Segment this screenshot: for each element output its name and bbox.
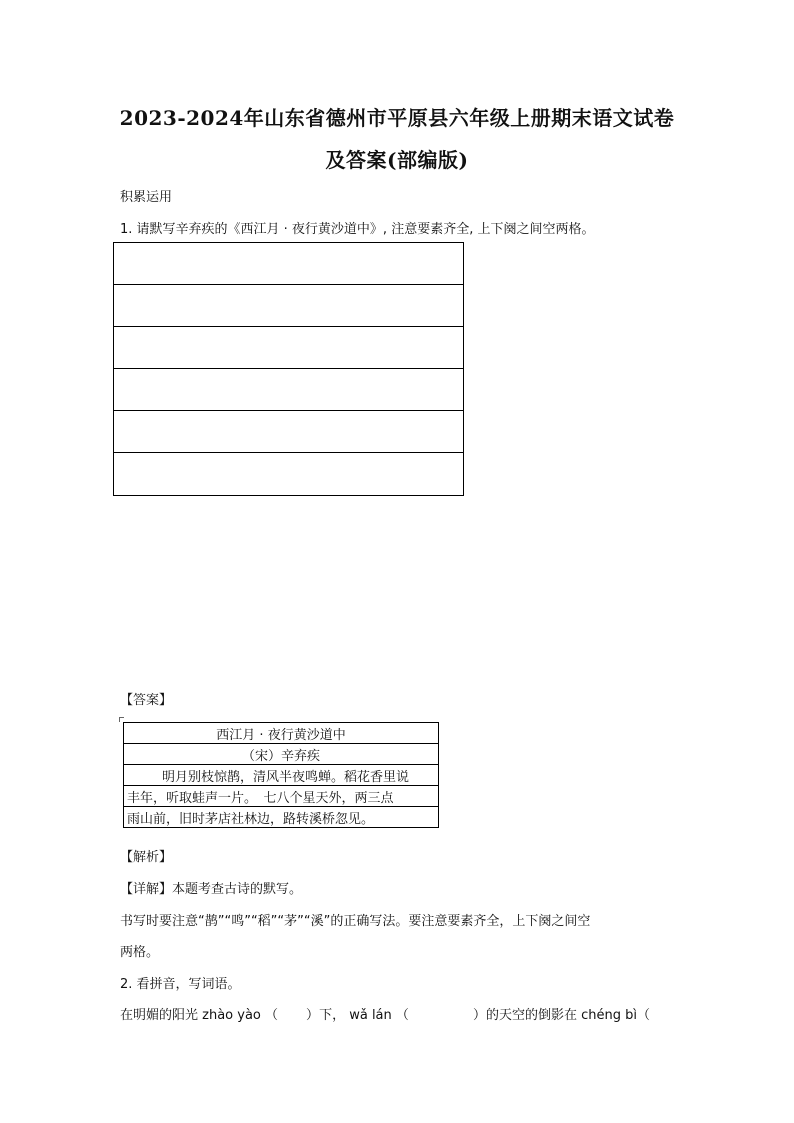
- open-paren: （: [395, 1008, 409, 1023]
- open-paren: （: [636, 1008, 650, 1023]
- grid-row: [114, 369, 463, 411]
- grid-row: [114, 243, 463, 285]
- open-paren: （: [265, 1008, 279, 1023]
- pinyin-2: wǎ lán: [349, 1008, 392, 1023]
- pinyin-3: chéng bì: [581, 1008, 637, 1023]
- answer-row: 雨山前，旧时茅店社林边，路转溪桥忽见。: [124, 807, 439, 828]
- note-line-2: 两格。: [120, 945, 160, 960]
- sentence-mid-1: 下，: [319, 1008, 346, 1023]
- answer-table: [123, 722, 439, 828]
- close-paren: ）: [472, 1008, 486, 1023]
- analysis-label: 【解析】: [120, 850, 173, 865]
- answer-row-author: （宋）辛弃疾: [124, 744, 439, 765]
- note-line-1: 书写时要注意“鹊”“鸣”“稻”“茅”“溪”的正确写法。要注意要素齐全，上下阕之间空: [120, 914, 591, 929]
- document-title-line1: 2023-2024年山东省德州市平原县六年级上册期末语文试卷: [119, 106, 675, 130]
- answer-row: 明月别枝惊鹊，清风半夜鸣蝉。稻花香里说: [124, 765, 439, 786]
- answer-label: 【答案】: [120, 693, 173, 708]
- sentence-mid-2: 的天空的倒影在: [485, 1008, 577, 1023]
- answer-grid: [113, 242, 464, 496]
- grid-row: [114, 411, 463, 453]
- sentence-prefix: 在明媚的阳光: [120, 1008, 199, 1023]
- question-2: 2. 看拼音，写词语。: [120, 977, 241, 992]
- detail-text: 【详解】本题考查古诗的默写。: [120, 882, 303, 897]
- close-paren: ）: [306, 1008, 320, 1023]
- grid-row: [114, 285, 463, 327]
- question-1: 1. 请默写辛弃疾的《西江月 · 夜行黄沙道中》, 注意要素齐全, 上下阕之间空两格。: [120, 222, 595, 237]
- answer-row: 丰年，听取蛙声一片。 七八个星天外，两三点: [124, 786, 439, 807]
- grid-row: [114, 327, 463, 369]
- answer-row-title: 西江月 · 夜行黄沙道中: [124, 723, 439, 744]
- document-title-line2: 及答案(部编版): [325, 148, 469, 172]
- pinyin-1: zhào yào: [202, 1008, 261, 1023]
- question-2-sentence: [120, 1004, 650, 1023]
- grid-row: [114, 453, 463, 494]
- section-heading: 积累运用: [120, 190, 173, 205]
